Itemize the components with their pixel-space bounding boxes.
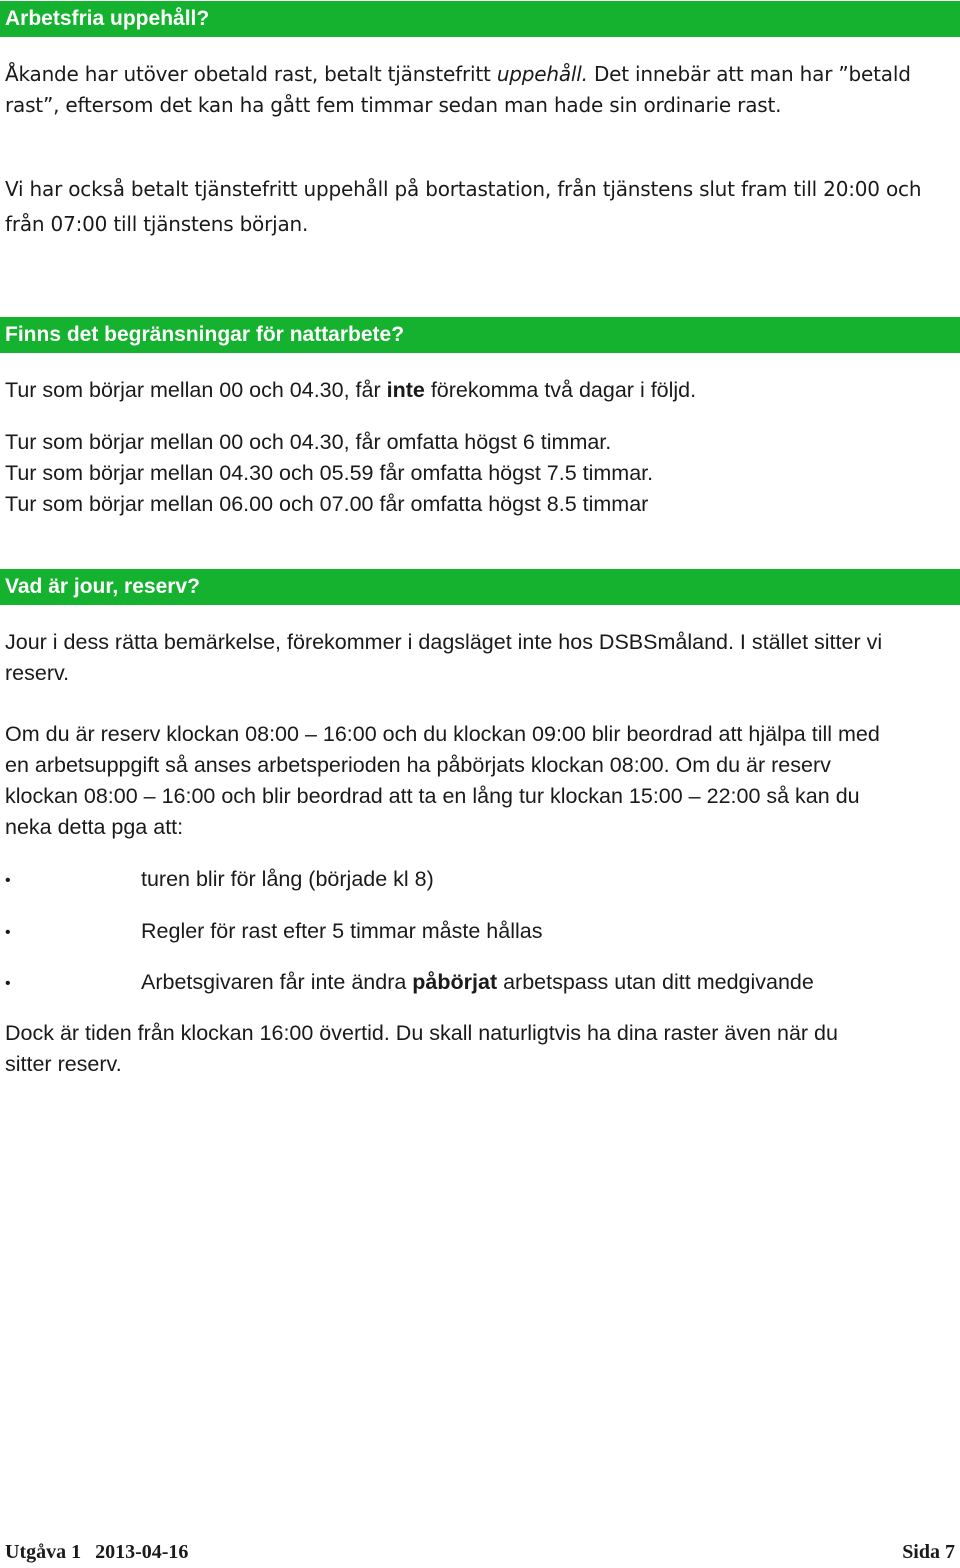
heading-jour-reserv: Vad är jour, reserv? (0, 569, 960, 605)
list-item: Arbetsgivaren får inte ändra påbörjat arbetspass utan ditt medgivande (141, 970, 814, 994)
rule-line: Tur som börjar mellan 06.00 och 07.00 får omfatta högst 8.5 timmar (5, 492, 649, 516)
rule-line: Tur som börjar mellan 04.30 och 05.59 får omfatta högst 7.5 timmar. (5, 461, 654, 485)
paragraph-line: Om du är reserv klockan 08:00 – 16:00 och du klockan 09:00 blir beordrad att hjälpa till med (5, 722, 880, 746)
paragraph-line: Åkande har utöver obetald rast, betalt tjänstefritt uppehåll. Det innebär att man har ”betald (5, 62, 911, 86)
footer-page-number: Sida 7 (902, 1541, 955, 1563)
bullet-icon: • (5, 924, 11, 941)
paragraph-line: en arbetsuppgift så anses arbetsperioden ha påbörjats klockan 08:00. Om du är reserv (5, 753, 831, 777)
paragraph-line: neka detta pga att: (5, 815, 184, 839)
heading-arbetsfria-uppehall: Arbetsfria uppehåll? (0, 1, 960, 37)
paragraph-line: Jour i dess rätta bemärkelse, förekommer i dagsläget inte hos DSBSmåland. I stället sitter vi (5, 630, 883, 654)
bullet-icon: • (5, 975, 11, 992)
rule-line: Tur som börjar mellan 00 och 04.30, får omfatta högst 6 timmar. (5, 430, 612, 454)
footer-edition: Utgåva 1 2013-04-16 (5, 1541, 189, 1563)
paragraph-line: klockan 08:00 – 16:00 och blir beordrad att ta en lång tur klockan 15:00 – 22:00 så kan du (5, 784, 860, 808)
paragraph-line: från 07:00 till tjänstens början. (5, 212, 309, 236)
heading-nattarbete: Finns det begränsningar för nattarbete? (0, 317, 960, 353)
paragraph-line: Dock är tiden från klockan 16:00 övertid. Du skall naturligtvis ha dina raster även när du (5, 1021, 838, 1045)
bullet-icon: • (5, 872, 11, 889)
paragraph-line: sitter reserv. (5, 1052, 122, 1076)
list-item: turen blir för lång (började kl 8) (141, 867, 434, 891)
footer-date: 2013-04-16 (95, 1541, 189, 1563)
paragraph-line: reserv. (5, 661, 70, 685)
rule-line: Tur som börjar mellan 00 och 04.30, får inte förekomma två dagar i följd. (5, 378, 697, 402)
list-item: Regler för rast efter 5 timmar måste hållas (141, 919, 543, 943)
paragraph-line: Vi har också betalt tjänstefritt uppehåll på bortastation, från tjänstens slut fram till 20:00 och (5, 177, 922, 201)
paragraph-line: rast”, eftersom det kan ha gått fem timmar sedan man hade sin ordinarie rast. (5, 93, 782, 117)
